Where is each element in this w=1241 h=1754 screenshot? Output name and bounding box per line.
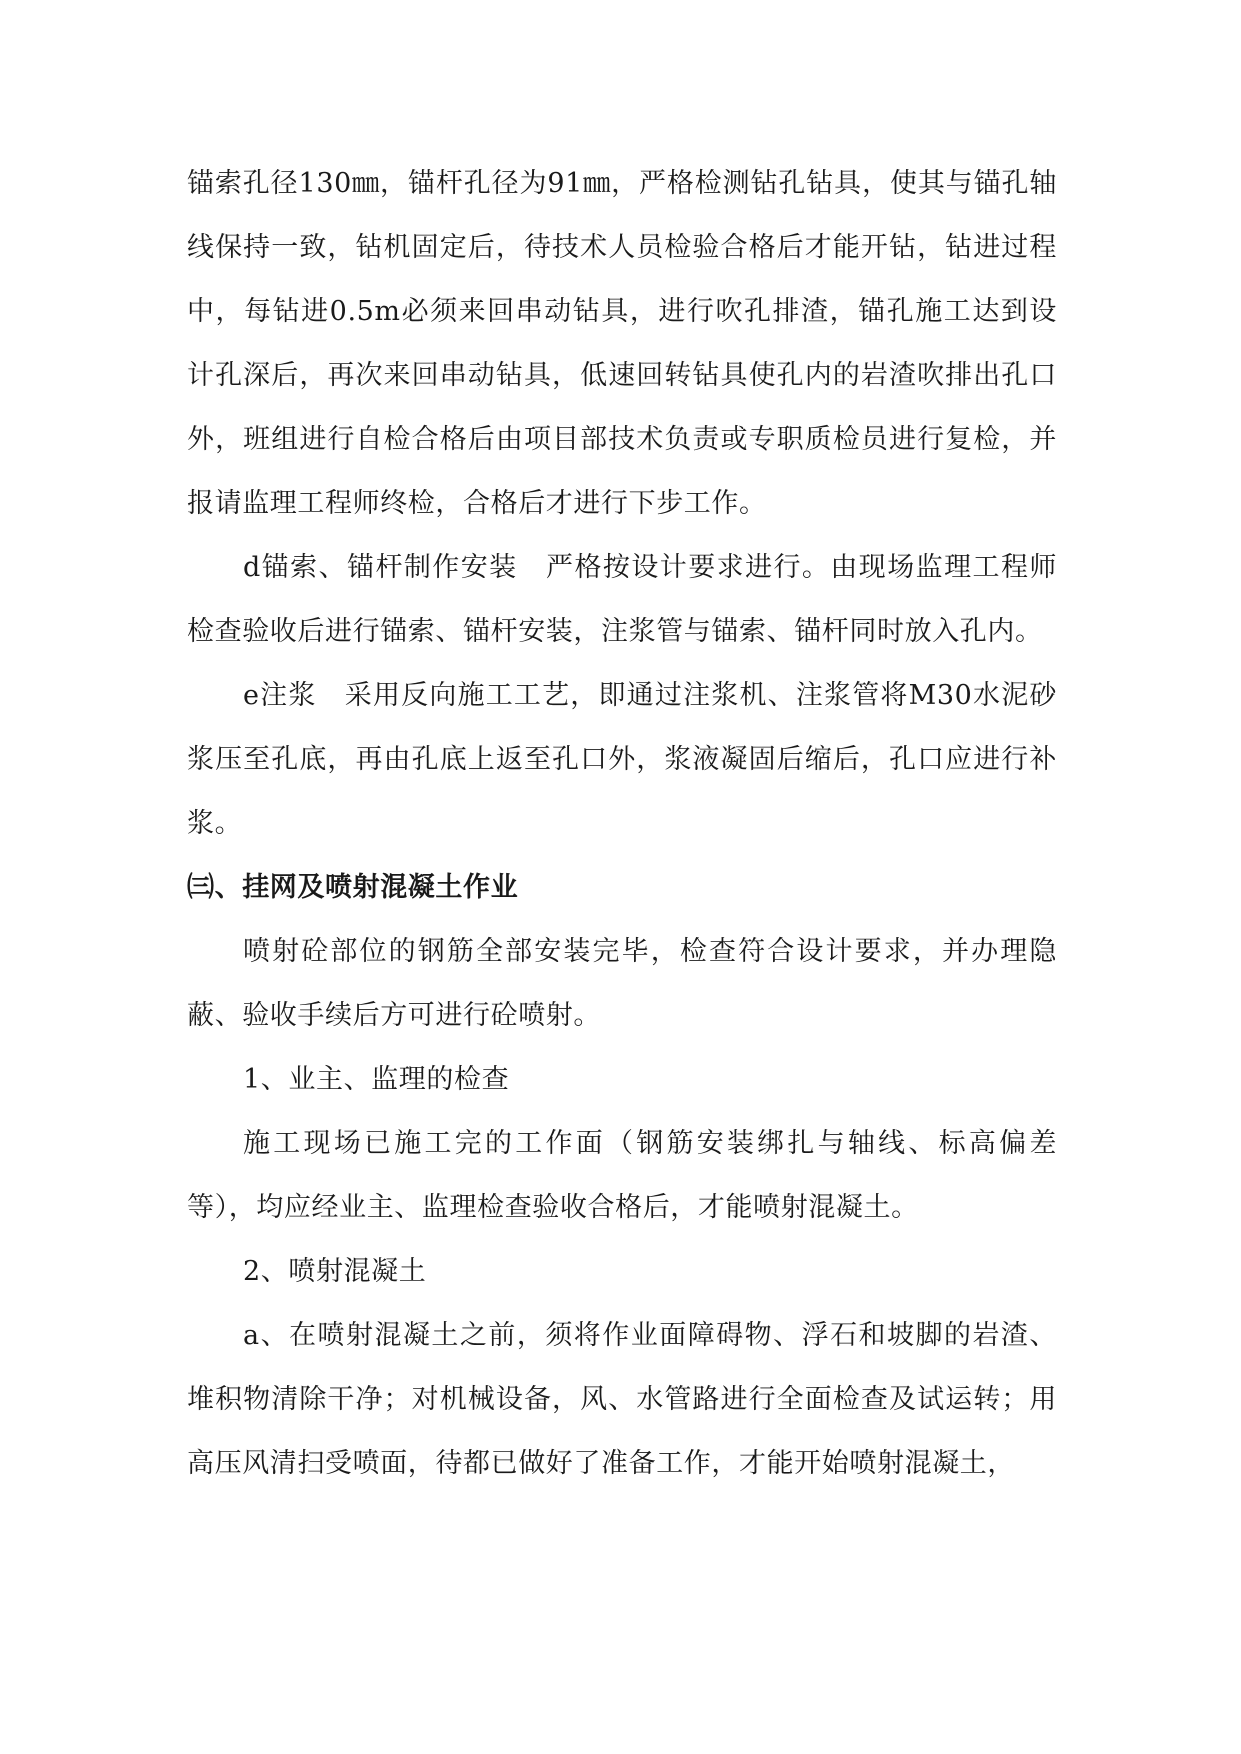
paragraph-grouting: e注浆 采用反向施工工艺，即通过注浆机、注浆管将M30水泥砂浆压至孔底，再由孔底上返至孔口外，浆液凝固后缩后，孔口应进行补浆。 bbox=[187, 680, 1057, 839]
paragraph-shotcrete-prep: a、在喷射混凝土之前，须将作业面障碍物、浮石和坡脚的岩渣、堆积物清除干净；对机械设备，风、水管路进行全面检查及试运转；用高压风清扫受喷面，待都已做好了准备工作，才能开始喷射混凝土， bbox=[187, 1320, 1057, 1479]
paragraph-drilling: 锚索孔径130㎜，锚杆孔径为91㎜，严格检测钻孔钻具，使其与锚孔轴线保持一致，钻机固定后，待技术人员检验合格后才能开钻，钻进过程中，每钻进0.5m必须来回串动钻具，进行吹孔排渣，锚孔施工达到设计孔深后，再次来回串动钻具，低速回转钻具使孔内的岩渣吹排出孔口外，班组进行自检合格后由项目部技术负责或专职质检员进行复检，并报请监理工程师终检，合格后才进行下步工作。 bbox=[187, 168, 1057, 519]
subheading-inspection: 1、业主、监理的检查 bbox=[243, 1064, 510, 1095]
section-heading: ㈢、挂网及喷射混凝土作业 bbox=[187, 872, 519, 903]
subheading-shotcrete: 2、喷射混凝土 bbox=[243, 1256, 427, 1287]
document-body bbox=[187, 152, 1057, 1496]
paragraph-anchor-installation: d锚索、锚杆制作安装 严格按设计要求进行。由现场监理工程师检查验收后进行锚索、锚杆安装，注浆管与锚索、锚杆同时放入孔内。 bbox=[187, 552, 1057, 647]
paragraph-inspection: 施工现场已施工完的工作面（钢筋安装绑扎与轴线、标高偏差等），均应经业主、监理检查验收合格后，才能喷射混凝土。 bbox=[187, 1128, 1057, 1223]
paragraph-shotcrete-intro: 喷射砼部位的钢筋全部安装完毕，检查符合设计要求，并办理隐蔽、验收手续后方可进行砼喷射。 bbox=[187, 936, 1057, 1031]
